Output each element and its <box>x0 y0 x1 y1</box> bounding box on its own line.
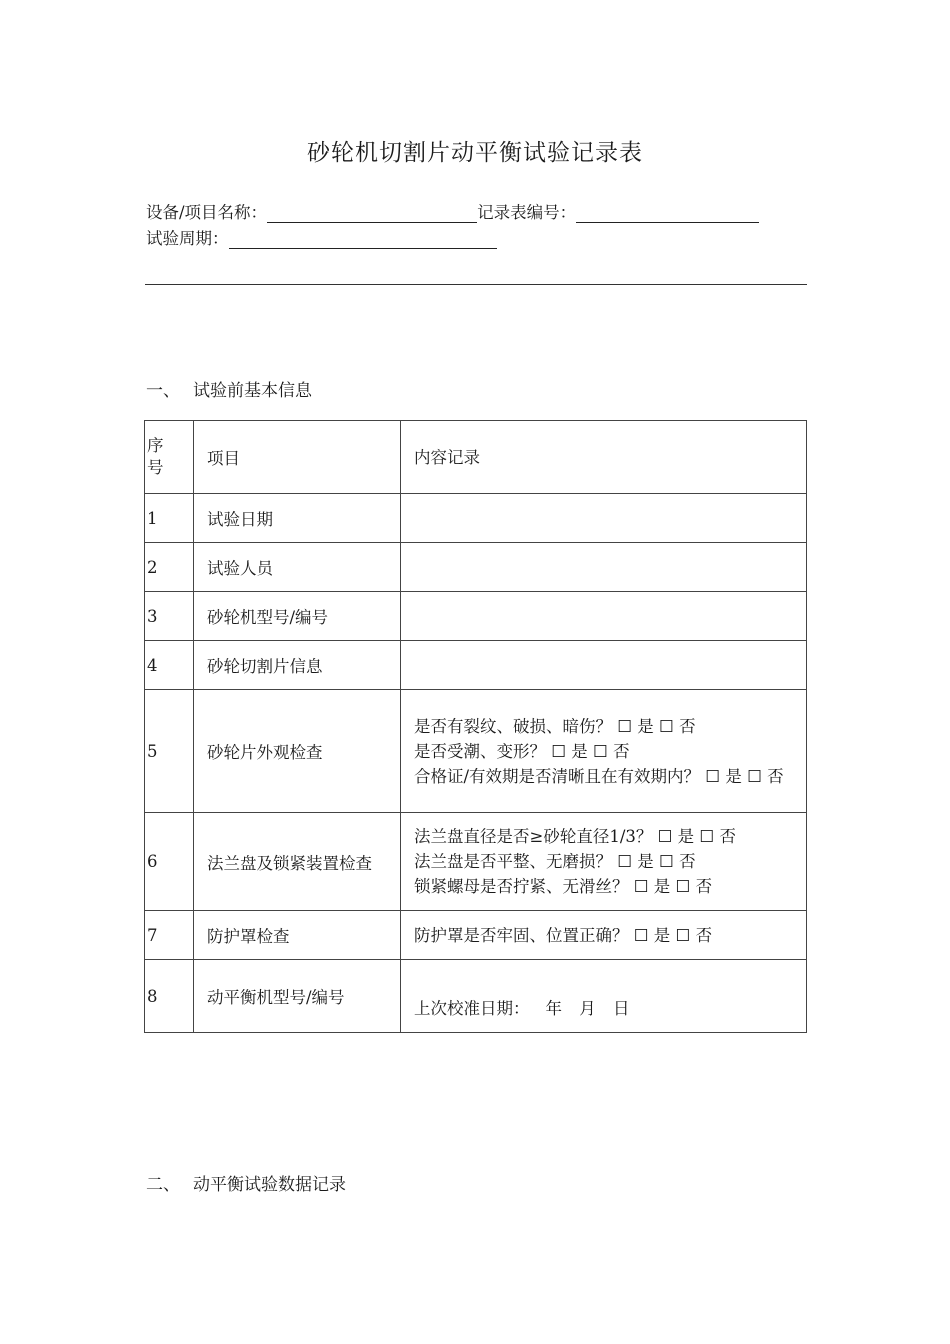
check-item[interactable]: 合格证/有效期是否清晰且在有效期内？ ☐ 是 ☐ 否 <box>414 766 784 786</box>
table-row <box>145 641 807 690</box>
check-item[interactable]: 防护罩是否牢固、位置正确？ ☐ 是 ☐ 否 <box>414 925 713 945</box>
row-item: 砂轮机型号/编号 <box>194 592 401 641</box>
page-title: 砂轮机切割片动平衡试验记录表 <box>307 140 643 166</box>
period-label: 试验周期： <box>146 229 229 248</box>
row-no: 3 <box>145 592 194 641</box>
calibration-date-label: 上次校准日期： <box>414 998 530 1018</box>
equipment-label: 设备/项目名称： <box>146 203 268 222</box>
section-2-title: 动平衡试验数据记录 <box>193 1175 346 1195</box>
row-no: 2 <box>145 543 194 592</box>
row-no: 4 <box>145 641 194 690</box>
check-item[interactable]: 是否受潮、变形？ ☐ 是 ☐ 否 <box>414 741 630 761</box>
table-row <box>145 690 807 813</box>
content-cell[interactable] <box>401 543 807 592</box>
calibration-date[interactable] <box>414 972 806 1021</box>
header-content: 内容记录 <box>401 421 807 494</box>
table-row <box>145 592 807 641</box>
content-cell <box>401 911 807 960</box>
row-item: 试验日期 <box>194 494 401 543</box>
table-row <box>145 494 807 543</box>
section-1-title: 试验前基本信息 <box>193 381 312 401</box>
check-item[interactable]: 法兰盘直径是否≥砂轮直径1/3？ ☐ 是 ☐ 否 <box>414 827 736 846</box>
content-cell[interactable] <box>401 592 807 641</box>
header-item: 项目 <box>194 421 401 494</box>
section-heading-1 <box>146 376 312 401</box>
row-no: 7 <box>145 911 194 960</box>
table-row <box>145 960 807 1033</box>
equipment-field[interactable] <box>267 204 477 223</box>
header-row-2 <box>146 225 497 249</box>
row-item: 砂轮片外观检查 <box>194 690 401 813</box>
calibration-date-suffix: 年 月 日 <box>545 998 636 1018</box>
content-cell[interactable] <box>401 494 807 543</box>
period-field[interactable] <box>229 230 497 249</box>
row-item: 动平衡机型号/编号 <box>194 960 401 1033</box>
check-item[interactable]: 锁紧螺母是否拧紧、无滑丝？ ☐ 是 ☐ 否 <box>414 877 713 896</box>
basic-info-table <box>144 420 807 1033</box>
header-row-1 <box>146 199 759 223</box>
record-no-label: 记录表编号： <box>477 203 577 222</box>
row-no: 8 <box>145 960 194 1033</box>
section-heading-2 <box>146 1170 346 1195</box>
row-item: 防护罩检查 <box>194 911 401 960</box>
table-row <box>145 813 807 911</box>
content-cell <box>401 690 807 813</box>
row-item: 砂轮切割片信息 <box>194 641 401 690</box>
row-item: 试验人员 <box>194 543 401 592</box>
table-header-row <box>145 421 807 494</box>
header-no: 序号 <box>145 421 194 494</box>
row-item: 法兰盘及锁紧装置检查 <box>194 813 401 911</box>
check-item[interactable]: 是否有裂纹、破损、暗伤？ ☐ 是 ☐ 否 <box>414 716 696 736</box>
row-no: 6 <box>145 813 194 911</box>
section-1-number: 一、 <box>146 381 180 401</box>
content-cell[interactable] <box>401 641 807 690</box>
row-no: 1 <box>145 494 194 543</box>
record-no-field[interactable] <box>576 204 759 223</box>
content-cell <box>401 813 807 911</box>
section-2-number: 二、 <box>146 1175 180 1195</box>
table-row <box>145 911 807 960</box>
content-cell <box>401 960 807 1033</box>
row-no: 5 <box>145 690 194 813</box>
check-item[interactable]: 法兰盘是否平整、无磨损？ ☐ 是 ☐ 否 <box>414 852 696 871</box>
header-divider <box>145 284 807 285</box>
table-row <box>145 543 807 592</box>
